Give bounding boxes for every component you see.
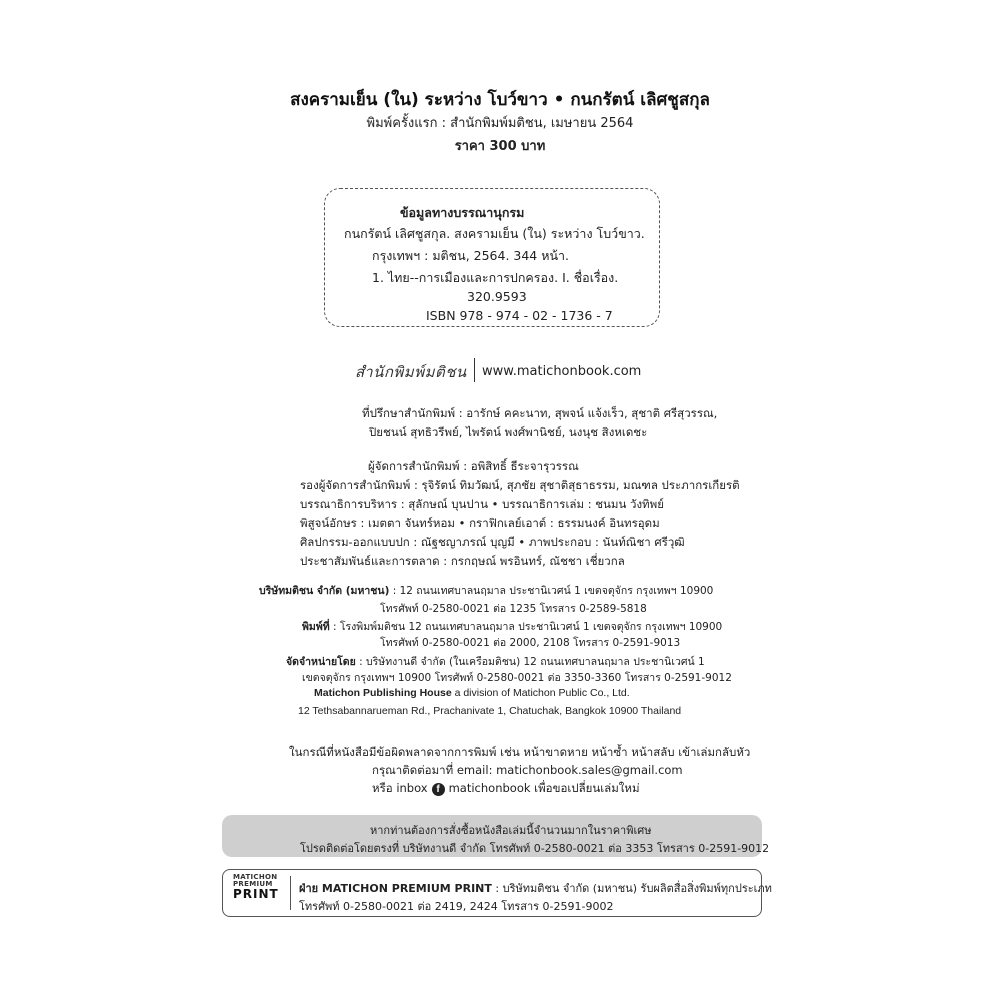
company-address: : 12 ถนนเทศบาลนฤมาล ประชานิเวศน์ 1 เขตจตุจักร กรุงเทพฯ 10900 (389, 585, 714, 597)
english-publisher-line (314, 687, 630, 699)
advisors-line: ที่ปรึกษาสำนักพิมพ์ : อารักษ์ คคะนาท, สุพจน์ แจ้งเร็ว, สุชาติ ศรีสุวรรณ, (362, 406, 718, 420)
bulk-order-contact: โปรดติดต่อโดยตรงที่ บริษัทงานดี จำกัด โทรศัพท์ 0-2580-0021 ต่อ 3353 โทรสาร 0-2591-9012 (300, 842, 770, 855)
english-publisher-name: Matichon Publishing House (314, 687, 452, 699)
logo-line-1: MATICHON (233, 873, 278, 881)
printer-address: : โรงพิมพ์มติชน 12 ถนนเทศบาลนฤมาล ประชานิเวศน์ 1 เขตจตุจักร กรุงเทพฯ 10900 (329, 621, 723, 633)
distributor-label: จัดจำหน่ายโดย (286, 656, 356, 668)
publisher-url: www.matichonbook.com (482, 364, 642, 379)
edition-info: พิมพ์ครั้งแรก : สำนักพิมพ์มติชน, เมษายน 2564 (366, 116, 634, 131)
english-publisher-desc: a division of Matichon Public Co., Ltd. (451, 687, 630, 699)
staff-line: ผู้จัดการสำนักพิมพ์ : อพิสิทธิ์ ธีระจารุวรรณ (368, 459, 579, 473)
premium-print-divider (290, 876, 291, 910)
distributor-phone: เขตจตุจักร กรุงเทพฯ 10900 โทรศัพท์ 0-2580-0021 ต่อ 3350-3360 โทรสาร 0-2591-9012 (302, 672, 732, 684)
publisher-logo: สำนักพิมพ์มติชน (355, 363, 467, 381)
logo-divider (474, 358, 475, 382)
logo-line-3: PRINT (233, 887, 279, 901)
company-label: บริษัทมติชน จำกัด (มหาชน) (259, 585, 390, 597)
staff-line: รองผู้จัดการสำนักพิมพ์ : รุจิรัตน์ ทิมวัฒน์, สุภชัย สุชาติสุธาธรรม, มณฑล ประภากรเกียรติ (300, 478, 740, 492)
logo-line-2: PREMIUM (233, 880, 273, 888)
printer-phone: โทรศัพท์ 0-2580-0021 ต่อ 2000, 2108 โทรสาร 0-2591-9013 (380, 637, 681, 649)
premium-print-logo (233, 874, 285, 900)
staff-line: บรรณาธิการบริหาร : สุลักษณ์ บุนปาน • บรรณาธิการเล่ม : ชนมน วังทิพย์ (300, 497, 664, 511)
staff-line: พิสูจน์อักษร : เมตตา จันทร์หอม • กราฟิกเลย์เอาต์ : ธรรมนงค์ อินทรอุดม (300, 516, 660, 530)
cip-isbn: ISBN 978 - 974 - 02 - 1736 - 7 (426, 308, 613, 323)
cip-line: กรุงเทพฯ : มติชน, 2564. 344 หน้า. (372, 248, 570, 263)
premium-print-line (299, 879, 772, 897)
cip-line: 1. ไทย--การเมืองและการปกครอง. I. ชื่อเรื่อง. (372, 270, 619, 285)
distributor-line (286, 653, 705, 670)
company-phone: โทรศัพท์ 0-2580-0021 ต่อ 1235 โทรสาร 0-2589-5818 (380, 603, 647, 615)
facebook-icon: f (432, 783, 445, 796)
printer-line (302, 618, 722, 635)
cip-line: 320.9593 (467, 289, 527, 304)
premium-print-label: ฝ่าย MATICHON PREMIUM PRINT (299, 882, 492, 895)
defect-notice-inbox (372, 780, 640, 798)
defect-notice-line: ในกรณีที่หนังสือมีข้อผิดพลาดจากการพิมพ์ เช่น หน้าขาดหาย หน้าซ้ำ หน้าสลับ เข้าเล่มกลับหัว (289, 745, 751, 759)
inbox-label: หรือ inbox (372, 781, 428, 795)
company-line (259, 582, 713, 599)
staff-line: ประชาสัมพันธ์และการตลาด : กรกฤษณ์ พรอินทร์, ณัชชา เชี่ยวกล (300, 554, 625, 568)
cip-heading: ข้อมูลทางบรรณานุกรม (400, 205, 525, 220)
defect-notice-email: กรุณาติดต่อมาที่ email: matichonbook.sales@gmail.com (372, 763, 683, 777)
staff-line: ศิลปกรรม-ออกแบบปก : ณัฐชญาภรณ์ บุญมี • ภาพประกอบ : นันท์ณิชา ศรีวุฒิ (300, 535, 685, 549)
distributor-address: : บริษัทงานดี จำกัด (ในเครือมติชน) 12 ถนนเทศบาลนฤมาล ประชานิเวศน์ 1 (355, 656, 705, 668)
cip-line: กนกรัตน์ เลิศชูสกุล. สงครามเย็น (ใน) ระหว่าง โบว์ขาว. (344, 226, 645, 241)
premium-print-desc: : บริษัทมติชน จำกัด (มหาชน) รับผลิตสื่อสิ่งพิมพ์ทุกประเภท (491, 882, 772, 895)
inbox-page: matichonbook เพื่อขอเปลี่ยนเล่มใหม่ (448, 781, 640, 795)
book-title: สงครามเย็น (ใน) ระหว่าง โบว์ขาว • กนกรัตน์ เลิศชูสกุล (290, 90, 710, 110)
advisors-line: ปิยชนน์ สุทธิวรีพย์, ไพรัตน์ พงศ์พานิชย์, นงนุช สิงหเดชะ (369, 425, 648, 439)
bulk-order-line: หากท่านต้องการสั่งซื้อหนังสือเล่มนี้จำนวนมากในราคาพิเศษ (370, 824, 652, 837)
english-address: 12 Tethsabannarueman Rd., Prachanivate 1, Chatuchak, Bangkok 10900 Thailand (298, 705, 682, 717)
printer-label: พิมพ์ที่ (302, 621, 330, 633)
premium-print-phone: โทรศัพท์ 0-2580-0021 ต่อ 2419, 2424 โทรสาร 0-2591-9002 (299, 900, 614, 913)
price-label: ราคา 300 บาท (454, 139, 546, 154)
